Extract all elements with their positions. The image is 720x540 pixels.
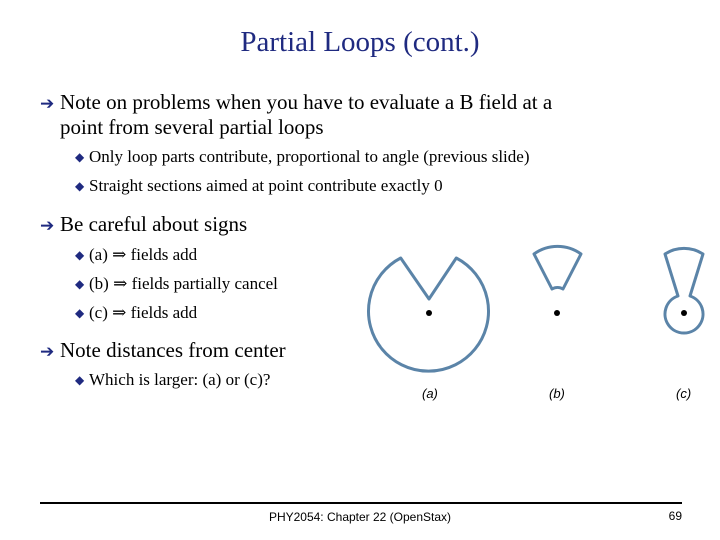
footer-divider xyxy=(40,502,682,504)
diamond-bullet-icon: ◆ xyxy=(75,248,85,262)
sub-bullet-straight-sections: ◆ Straight sections aimed at point contribute exactly 0 xyxy=(75,176,443,195)
center-point-c xyxy=(681,310,687,316)
arrow-bullet-icon: ➔ xyxy=(40,94,55,113)
bullet-note-problems-cont: point from several partial loops xyxy=(60,115,324,139)
loop-b xyxy=(534,246,581,289)
sub-bullet-which-larger: ◆ Which is larger: (a) or (c)? xyxy=(75,370,271,389)
sub-bullet-a: ◆ (a) ⇒ fields add xyxy=(75,245,198,264)
bullet-note-problems: ➔ Note on problems when you have to evaluate a B field at a xyxy=(40,90,553,114)
diamond-bullet-icon: ◆ xyxy=(75,306,85,320)
label-b: (b) xyxy=(549,386,565,401)
bullet-careful-signs: ➔ Be careful about signs xyxy=(40,212,248,236)
diamond-bullet-icon: ◆ xyxy=(75,277,85,291)
footer-course: PHY2054: Chapter 22 (OpenStax) xyxy=(268,510,452,524)
sub-bullet-b: ◆ (b) ⇒ fields partially cancel xyxy=(75,274,278,293)
diamond-bullet-icon: ◆ xyxy=(75,179,85,193)
diamond-bullet-icon: ◆ xyxy=(75,373,85,387)
slide-title: Partial Loops (cont.) xyxy=(240,26,480,58)
arrow-bullet-icon: ➔ xyxy=(40,216,55,235)
sub-bullet-only-loop-parts: ◆ Only loop parts contribute, proportional to angle (previous slide) xyxy=(75,147,530,166)
page-number: 69 xyxy=(668,509,682,523)
sub-bullet-c: ◆ (c) ⇒ fields add xyxy=(75,303,198,322)
bullet-note-distances: ➔ Note distances from center xyxy=(40,338,286,362)
diamond-bullet-icon: ◆ xyxy=(75,150,85,164)
arrow-bullet-icon: ➔ xyxy=(40,342,55,361)
label-c: (c) xyxy=(676,386,692,401)
loop-c xyxy=(665,248,703,333)
center-point-a xyxy=(426,310,432,316)
label-a: (a) xyxy=(422,386,438,401)
center-point-b xyxy=(554,310,560,316)
